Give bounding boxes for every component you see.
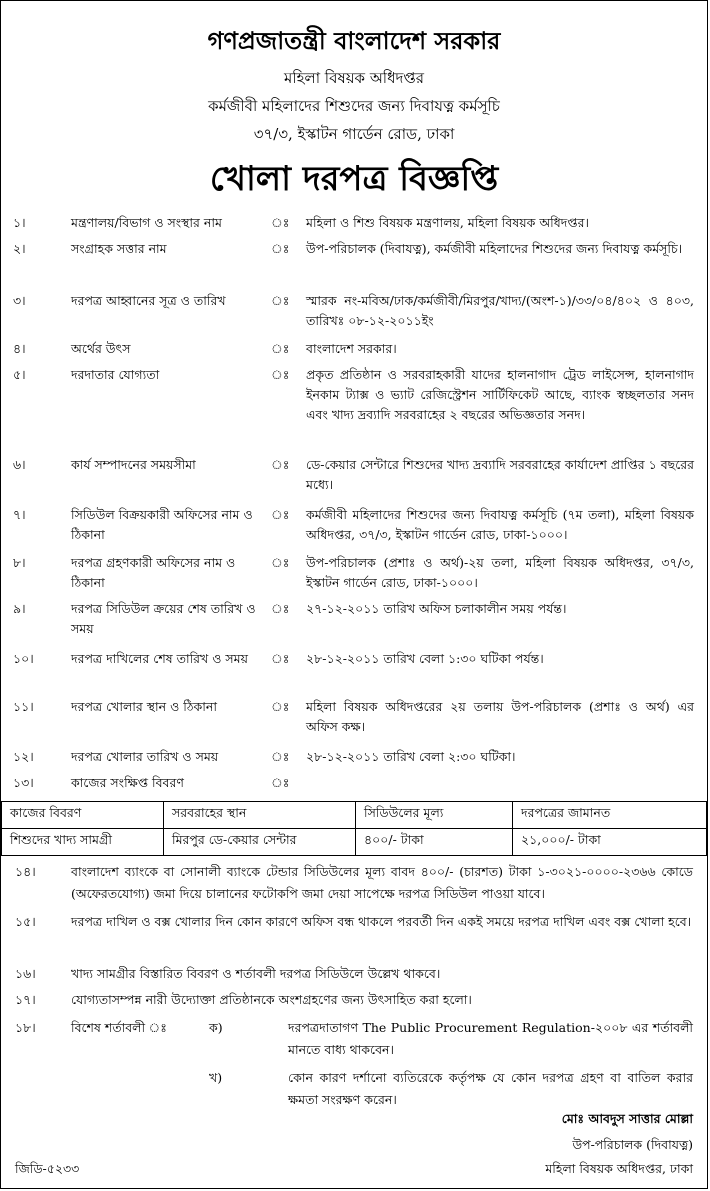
detail-row: ৮। দরপত্র গ্রহণকারী অফিসের নাম ও ঠিকানা ঃ উপ-পরিচালক (প্রশাঃ ও অর্থ)-২য় তলা, মহিলা বিষয়ক অধিদপ্তর, ৩৭/৩, ইস্কাটন গার্ডেন রোড, ঢাকা-১০০০। [13, 555, 694, 590]
signatory-office: মহিলা বিষয়ক অধিদপ্তর, ঢাকা [545, 1161, 693, 1176]
program-name: কর্মজীবী মহিলাদের শিশুদের জন্য দিবাযত্ন কর্মসূচি [208, 97, 500, 115]
table-header-row [2, 802, 707, 829]
signature-block [545, 1109, 693, 1176]
detail-row: ১০। দরপত্র দাখিলের শেষ তারিখ ও সময় ঃ ২৮-১২-২০১১ তারিখ বেলা ১:৩০ ঘটিকা পর্যন্ত। [13, 651, 544, 666]
document-id: জিডি-৫২৩৩ [15, 1161, 80, 1176]
condition-row: ১৭। যোগ্যতাসম্পন্ন নারী উদ্যোক্তা প্রতিষ্ঠানকে অংশগ্রহণের জন্য উৎসাহিত করা হলো। [15, 992, 472, 1007]
condition-row: ১৫। দরপত্র দাখিল ও বক্স খোলার দিন কোন কারণে অফিস বন্ধ থাকলে পরবর্তী দিন একই সময়ে দরপত্র দাখিল এবং বক্স খোলা হবে। [15, 914, 692, 929]
detail-row: ৯। দরপত্র সিডিউল ক্রয়ের শেষ তারিখ ও সময় ঃ ২৭-১২-২০১১ তারিখ অফিস চলাকালীন সময় পর্যন্ত। [13, 601, 567, 636]
signatory-designation: উপ-পরিচালক (দিবাযত্ন) [572, 1137, 693, 1152]
tender-details-list [1, 213, 707, 795]
table-cell: ২১,০০০/- টাকা [513, 829, 707, 856]
detail-row: ৪। অর্থের উৎস ঃ বাংলাদেশ সরকার। [13, 341, 397, 356]
detail-row: ৫। দরদাতার যোগ্যতা ঃ প্রকৃত প্রতিষ্ঠান ও সরবরাহকারী যাদের হালনাগাদ ট্রেড লাইসেন্স, হালনাগাদ ইনকাম ট্যাক্স ও ভ্যাট রেজিস্ট্রেশন সার্টিফিকেট আছে, ব্যাংক স্বচ্ছলতার সনদ এবং খাদ্য দ্রব্যাদি সরবরাহের ২ বছরের অভিজ্ঞতার সনদ। [13, 367, 694, 422]
detail-row: ৩। দরপত্র আহ্বানের সূত্র ও তারিখ ঃ স্মারক নং-মবিঅ/ঢাক/কর্মজীবী/মিরপুর/খাদ্য/(অংশ-১)/৩৩/০৪/৪০২ ও ৪০৩, তারিখঃ ০৮-১২-২০১১ইং [13, 293, 694, 328]
detail-row: ২। সংগ্রাহক সত্তার নাম ঃ উপ-পরিচালক (দিবাযত্ন), কর্মজীবী মহিলাদের শিশুদের জন্য দিবাযত্ন কর্মসূচি। [13, 241, 683, 256]
table-header-cell: সিডিউলের মূল্য [356, 802, 513, 829]
detail-row: ১৩। কাজের সংক্ষিপ্ত বিবরণ ঃ [13, 775, 290, 790]
table-header-cell: দরপত্রের জামানত [513, 802, 707, 829]
office-address: ৩৭/৩, ইস্কাটন গার্ডেন রোড, ঢাকা [253, 125, 455, 143]
table-header-cell: কাজের বিবরণ [2, 802, 164, 829]
detail-row: ১। মন্ত্রণালয়/বিভাগ ও সংস্থার নাম ঃ মহিলা ও শিশু বিষয়ক মন্ত্রণালয়, মহিলা বিষয়ক অধিদপ্তর। [13, 215, 589, 230]
table-row [2, 829, 707, 856]
detail-row: ৬। কার্য সম্পাদনের সময়সীমা ঃ ডে-কেয়ার সেন্টারে শিশুদের খাদ্য দ্রব্যাদি সরবরাহের কার্যাদেশ প্রাপ্তির ১ বছরের মধ্যে। [13, 457, 694, 492]
table-header-cell: সরবরাহের স্থান [164, 802, 356, 829]
detail-row: ১২। দরপত্র খোলার তারিখ ও সময় ঃ ২৮-১২-২০১১ তারিখ বেলা ২:৩০ ঘটিকা। [13, 749, 516, 764]
special-conditions-row: ১৮। বিশেষ শর্তাবলী ঃ ক) দরপত্রদাতাগণ The Public Procurement Regulation-২০০৮ এর শর্তাবলী মানতে বাধ্য থাকবেন। [1, 1017, 707, 1067]
condition-row: ১৬। খাদ্য সামগ্রীর বিস্তারিত বিবরণ ও শর্তাবলী দরপত্র সিডিউলে উল্লেখ থাকবে। [15, 966, 441, 981]
table-cell: শিশুদের খাদ্য সামগ্রী [2, 829, 164, 856]
special-conditions-label: বিশেষ শর্তাবলী ঃ [71, 1020, 167, 1035]
table-cell: ৪০০/- টাকা [356, 829, 513, 856]
special-conditions-row: খ) কোন কারণ দর্শানো ব্যতিরেকে কর্তৃপক্ষ যে কোন দরপত্র গ্রহণ বা বাতিল করার ক্ষমতা সংরক্ষণ করেন। [209, 1070, 693, 1107]
detail-row: ১১। দরপত্র খোলার স্থান ও ঠিকানা ঃ মহিলা বিষয়ক অধিদপ্তরের ২য় তলায় উপ-পরিচালক (প্রশাঃ ও অর্থ) এর অফিস কক্ষ। [13, 699, 694, 734]
detail-row: ৭। সিডিউল বিক্রয়কারী অফিসের নাম ও ঠিকানা ঃ কর্মজীবী মহিলাদের শিশুদের জন্য দিবাযত্ন কর্মসূচি (৭ম তলা), মহিলা বিষয়ক অধিদপ্তর, ৩৭/৩, ইস্কাটন গার্ডেন রোড, ঢাকা-১০০০। [13, 507, 694, 542]
table-cell: মিরপুর ডে-কেয়ার সেন্টার [164, 829, 356, 856]
signatory-name: মোঃ আবদুস সাত্তার মোল্লা [561, 1111, 693, 1126]
condition-row: ১৪। বাংলাদেশ ব্যাংকে বা সোনালী ব্যাংকে টেন্ডার সিডিউলের মূল্য বাবদ ৪০০/- (চারশত) টাকা ১-৩০২১-০০০০-২৩৬৬ কোডে (অফেরতযোগ্য) জমা দিয়ে চালানের ফটোকপি জমা দেয়া সাপেক্ষে দরপত্র সিডিউল পাওয়া যাবে। [15, 864, 693, 901]
notice-title: খোলা দরপত্র বিজ্ঞপ্তি [209, 159, 499, 199]
government-title: গণপ্রজাতন্ত্রী বাংলাদেশ সরকার [207, 26, 501, 55]
work-description-table [1, 801, 707, 856]
department-name: মহিলা বিষয়ক অধিদপ্তর [284, 69, 424, 87]
additional-conditions-list [1, 861, 707, 1117]
